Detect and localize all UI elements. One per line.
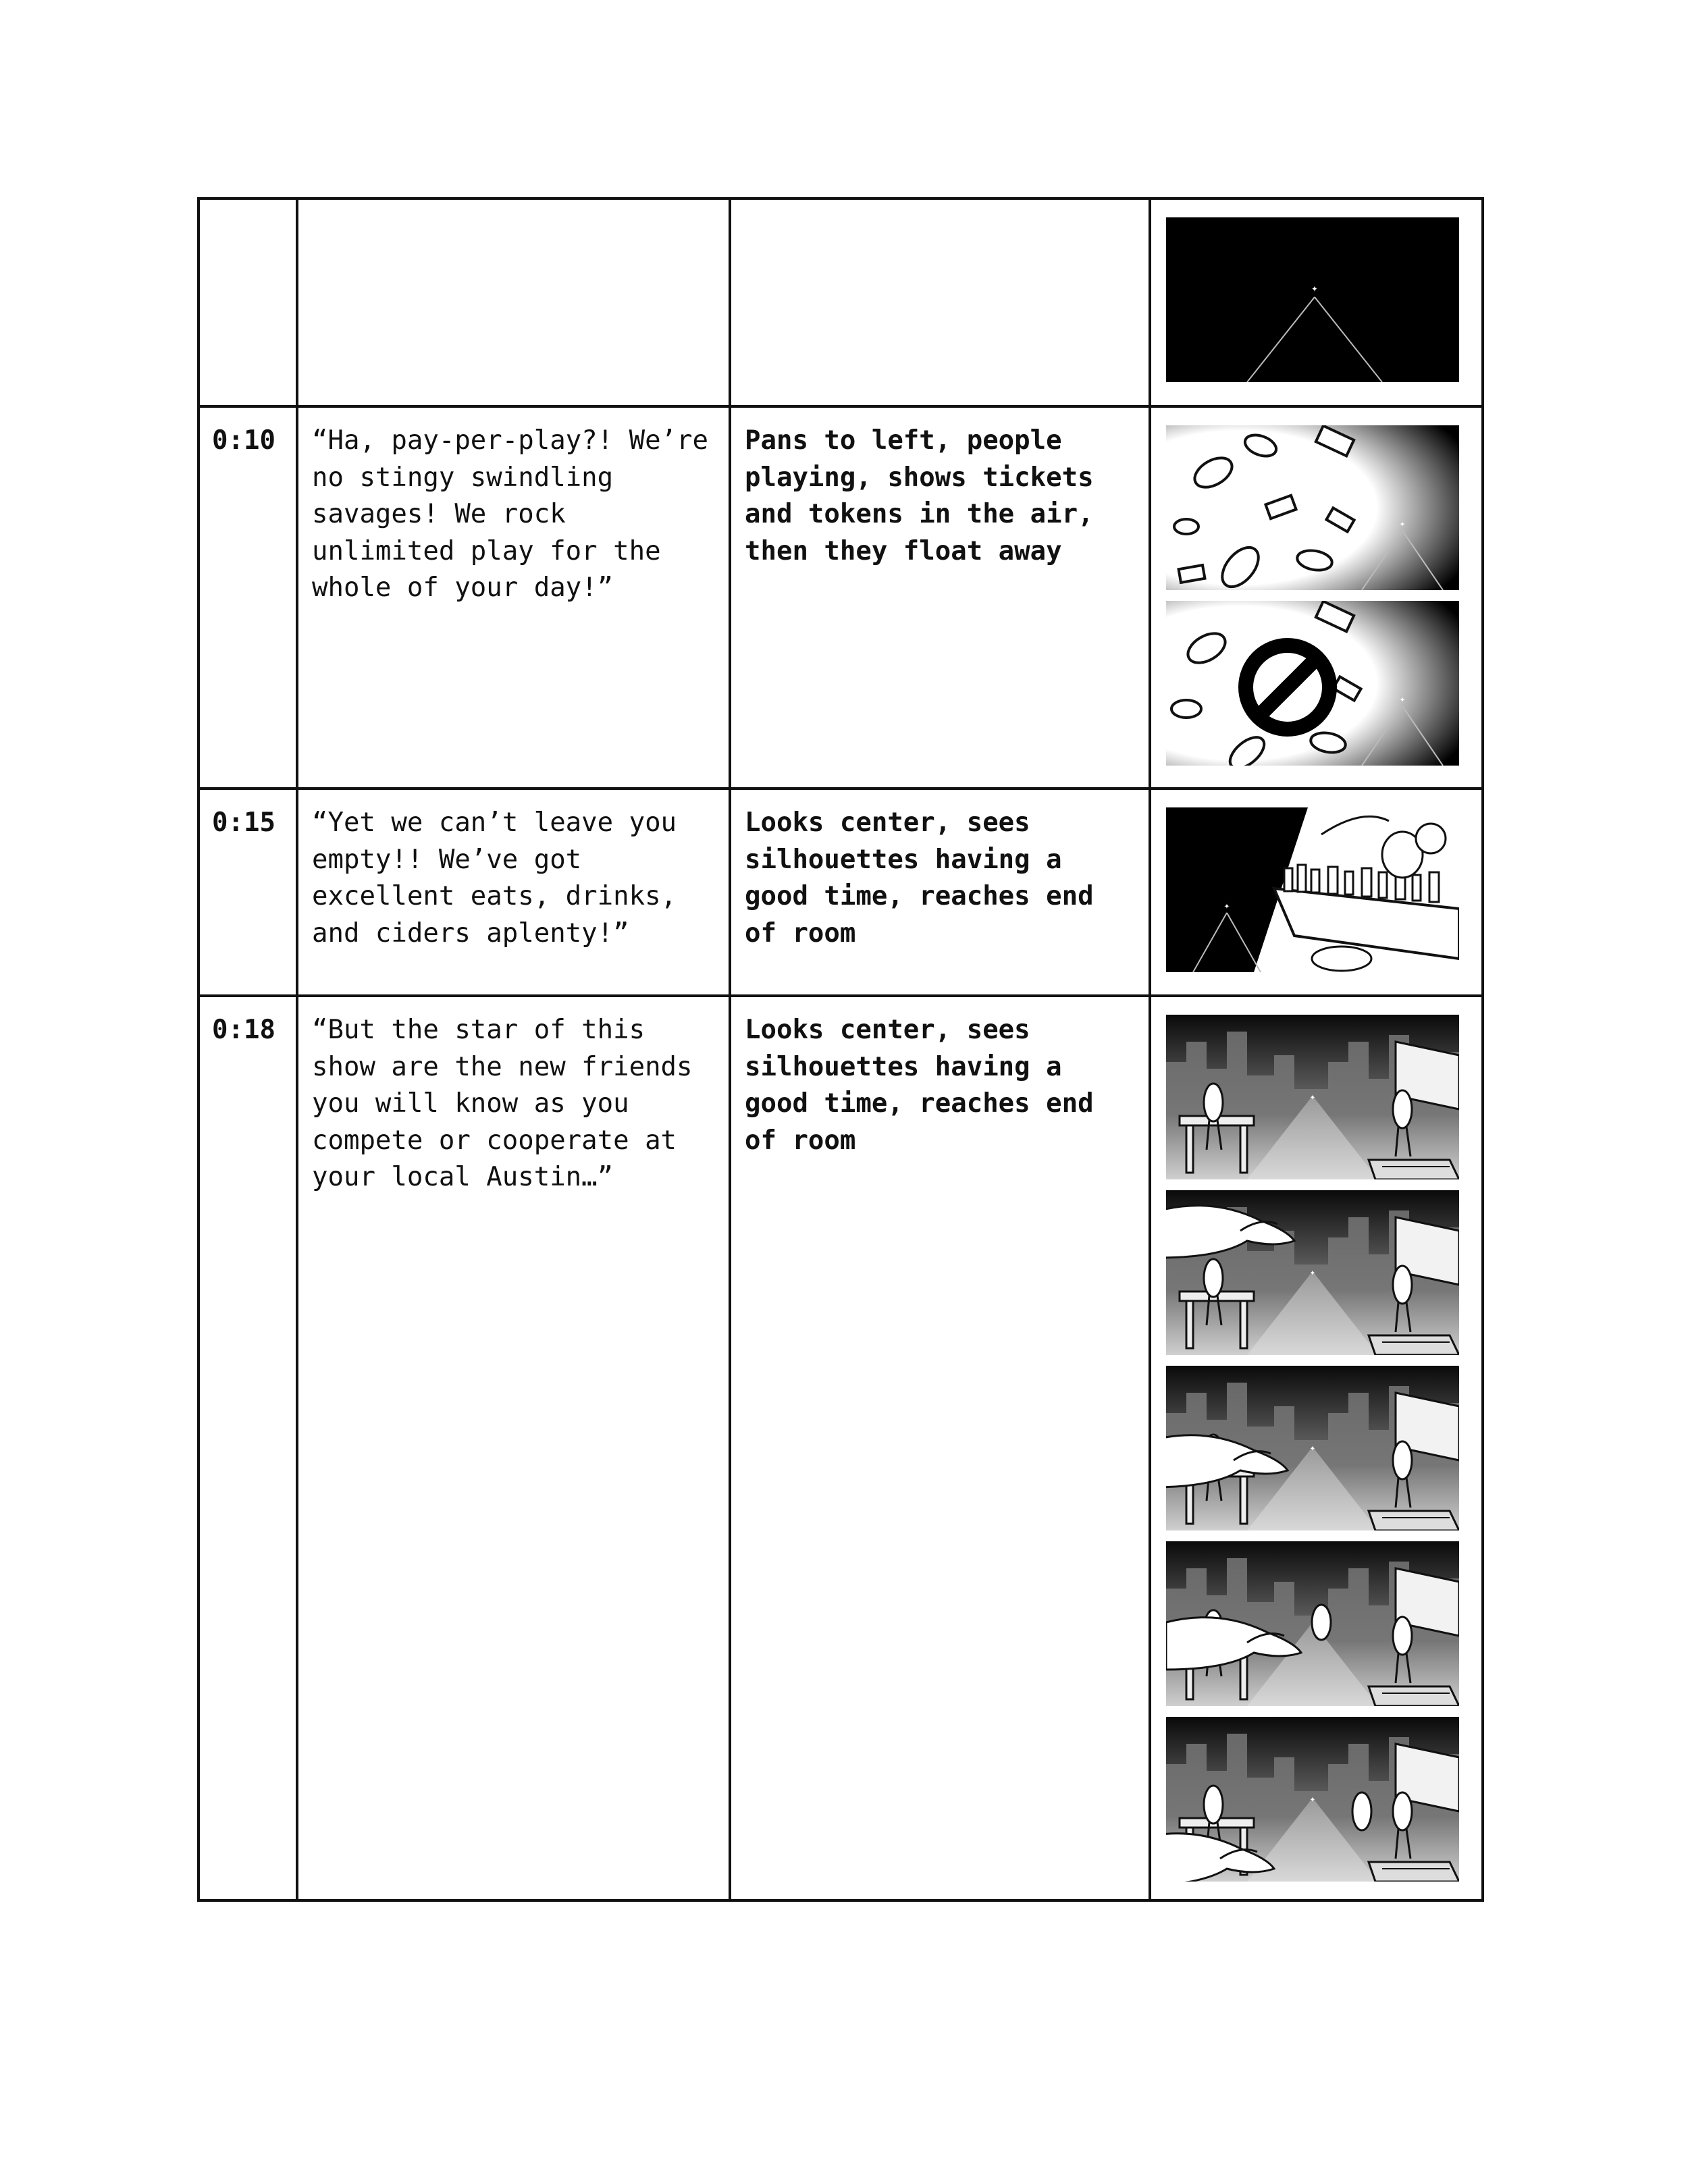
time-cell	[199, 198, 297, 406]
voiceover-text	[298, 200, 729, 215]
svg-text:✦: ✦	[1223, 901, 1230, 911]
timecode: 0:18	[212, 1015, 275, 1045]
storyboard-table	[197, 197, 1484, 1902]
svg-text:✦: ✦	[1399, 694, 1406, 705]
audio-cell	[297, 789, 730, 996]
storyboard-row	[199, 198, 1483, 406]
frames-cell	[1150, 789, 1483, 996]
audio-cell	[297, 406, 730, 789]
voiceover-text: “But the star of this show are the new friends you will know as you compete or cooperate at your local Austin…”	[312, 1015, 693, 1192]
frames-cell	[1150, 406, 1483, 789]
action-cell	[730, 406, 1150, 789]
svg-text:✦: ✦	[1311, 282, 1318, 294]
storyboard-row	[199, 996, 1483, 1900]
timecode: 0:10	[212, 425, 275, 456]
camera-action: Looks center, sees silhouettes having a good time, reaches end of room	[745, 1015, 1094, 1156]
audio-cell	[297, 996, 730, 1900]
frames-cell	[1150, 198, 1483, 406]
voiceover-text: “Ha, pay-per-play?! We’re no stingy swindling savages! We rock unlimited play for the whole of your day!”	[312, 425, 708, 603]
action-cell	[730, 789, 1150, 996]
frame-tokens-tickets-prohibited	[1166, 601, 1459, 766]
camera-action	[731, 200, 1149, 215]
frame-arcade-room-1	[1166, 1015, 1459, 1179]
frame-tokens-tickets	[1166, 425, 1459, 590]
timecode: 0:15	[212, 807, 275, 838]
frame-arcade-room-2	[1166, 1190, 1459, 1355]
storyboard-row	[199, 789, 1483, 996]
camera-action: Looks center, sees silhouettes having a good time, reaches end of room	[745, 807, 1094, 949]
frames-cell	[1150, 996, 1483, 1900]
frame-arcade-room-4	[1166, 1541, 1459, 1706]
action-cell	[730, 198, 1150, 406]
voiceover-text: “Yet we can’t leave you empty!! We’ve got excellent eats, drinks, and ciders aplenty!”	[312, 807, 677, 949]
time-cell	[199, 789, 297, 996]
camera-action: Pans to left, people playing, shows tickets and tokens in the air, then they float away	[745, 425, 1094, 566]
time-cell	[199, 406, 297, 789]
frame-bar-counter	[1166, 807, 1459, 972]
frame-arcade-room-3	[1166, 1366, 1459, 1530]
frame-arcade-room-5	[1166, 1717, 1459, 1882]
action-cell	[730, 996, 1150, 1900]
svg-text:✦: ✦	[1399, 518, 1406, 529]
timecode	[200, 200, 296, 215]
time-cell	[199, 996, 297, 1900]
storyboard-row	[199, 406, 1483, 789]
audio-cell	[297, 198, 730, 406]
frame-dark-stage	[1166, 217, 1459, 382]
